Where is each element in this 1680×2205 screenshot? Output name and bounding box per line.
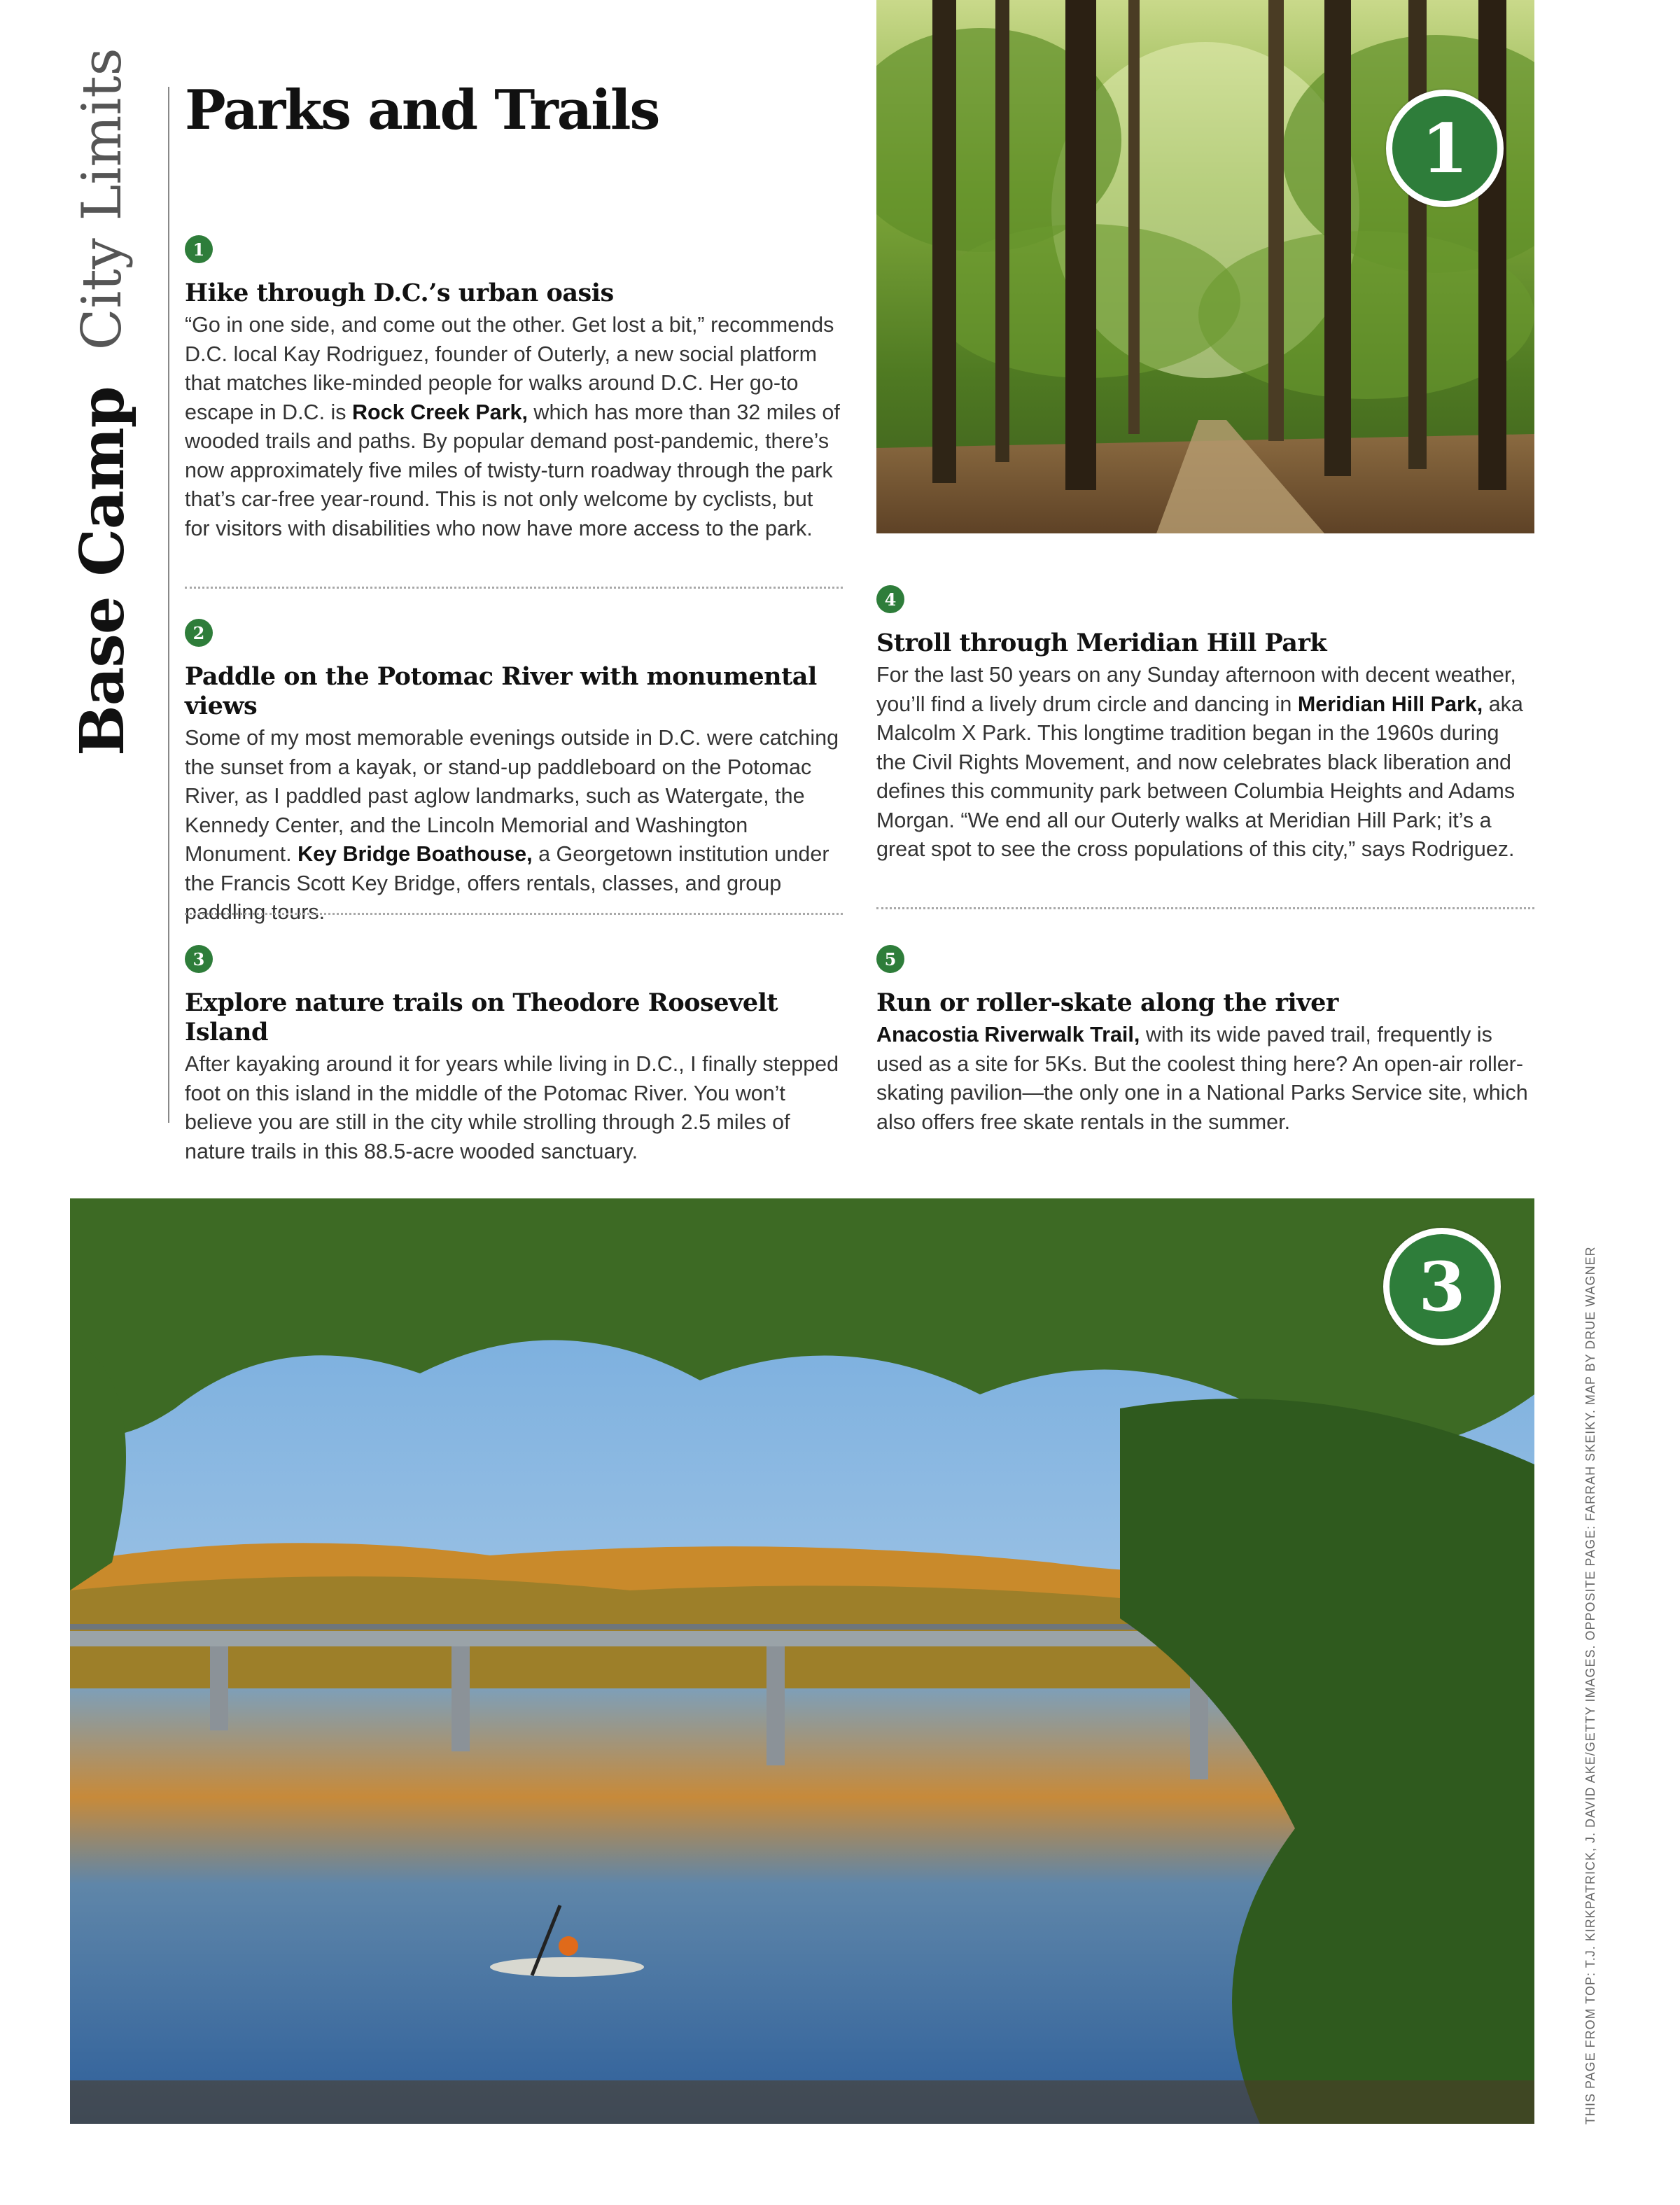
item-number-badge: 5 — [876, 945, 904, 973]
photo-credit: THIS PAGE FROM TOP: T.J. KIRKPATRICK, J. DAVID AKE/GETTY IMAGES. OPPOSITE PAGE: FARRAH SKEIKY. MAP BY DRUE WAGNER — [1583, 1246, 1597, 2124]
item-title: Paddle on the Potomac River with monumental views — [185, 662, 817, 720]
item-body: Some of my most memorable evenings outside in D.C. were catching the sunset from a kayak, or stand-up paddleboard on the Potomac River, as I paddled past aglow landmarks, such as Watergate, the Kennedy Center, and the Lincoln Memorial and Washington Monument. Key Bridge Boathouse, a Georgetown institution under the Francis Scott Key Bridge, offers rentals, classes, and group paddling tours. — [185, 726, 839, 924]
page-title: Parks and Trails — [185, 78, 659, 142]
item-number-badge: 4 — [876, 585, 904, 613]
item-title: Stroll through Meridian Hill Park — [876, 629, 1327, 657]
dotted-divider — [185, 913, 843, 915]
section-sublabel: City Limits — [71, 48, 134, 351]
item-number-badge: 3 — [185, 945, 213, 973]
river-kayak-photo — [70, 1198, 1534, 2124]
column-rule — [168, 87, 169, 1123]
item-anacostia-riverwalk — [876, 945, 1534, 1137]
item-potomac-river — [185, 619, 843, 927]
item-body: For the last 50 years on any Sunday afternoon with decent weather, you’ll find a lively drum circle and dancing in Meridian Hill Park, aka Malcolm X Park. This longtime tradition began in the 1960s during the Civil Rights Movement, and now celebrates black liberation and defines this community park between Columbia Heights and Adams Morgan. “We end all our Outerly walks at Meridian Hill Park; it’s a great spot to see the cross populations of this city,” says Rodriguez. — [876, 663, 1523, 861]
item-title: Run or roller-skate along the river — [876, 988, 1338, 1017]
item-place-name: Key Bridge Boathouse, — [298, 842, 533, 866]
item-place-name: Anacostia Riverwalk Trail, — [876, 1023, 1140, 1046]
dotted-divider — [185, 587, 843, 589]
photo-number-badge: 3 — [1383, 1228, 1501, 1345]
item-meridian-hill-park — [876, 585, 1534, 864]
item-body: “Go in one side, and come out the other. Get lost a bit,” recommends D.C. local Kay Rodriguez, founder of Outerly, a new social platform that matches like-minded people for walks around D.C. Her go-to escape in D.C. is Rock Creek Park, which has more than 32 miles of wooded trails and paths. By popular demand post-pandemic, there’s now approximately five miles of twisty-turn roadway through the park that’s car-free year-round. This is not only welcome by cyclists, but for visitors with disabilities who now have more access to the park. — [185, 313, 840, 540]
item-body: After kayaking around it for years while living in D.C., I finally stepped foot on this island in the middle of the Potomac River. You won’t believe you are still in the city while strolling through 2.5 miles of nature trails in this 88.5-acre wooded sanctuary. — [185, 1052, 839, 1163]
section-label: Base Camp — [66, 386, 138, 756]
item-title: Hike through D.C.’s urban oasis — [185, 279, 614, 307]
forest-trail-photo — [876, 0, 1534, 533]
dotted-divider — [876, 907, 1534, 909]
item-rock-creek-park — [185, 235, 843, 543]
item-number-badge: 2 — [185, 619, 213, 647]
item-body: Anacostia Riverwalk Trail, with its wide paved trail, frequently is used as a site for 5Ks. But the coolest thing here? An open-air roller-skating pavilion—the only one in a National Parks Service site, which also offers free skate rentals in the summer. — [876, 1023, 1528, 1134]
item-place-name: Meridian Hill Park, — [1297, 692, 1483, 716]
item-number-badge: 1 — [185, 235, 213, 263]
item-roosevelt-island — [185, 945, 843, 1166]
photo-number-badge: 1 — [1386, 90, 1504, 207]
section-header — [60, 48, 144, 756]
item-title: Explore nature trails on Theodore Roosevelt Island — [185, 988, 778, 1046]
item-place-name: Rock Creek Park, — [352, 400, 528, 424]
